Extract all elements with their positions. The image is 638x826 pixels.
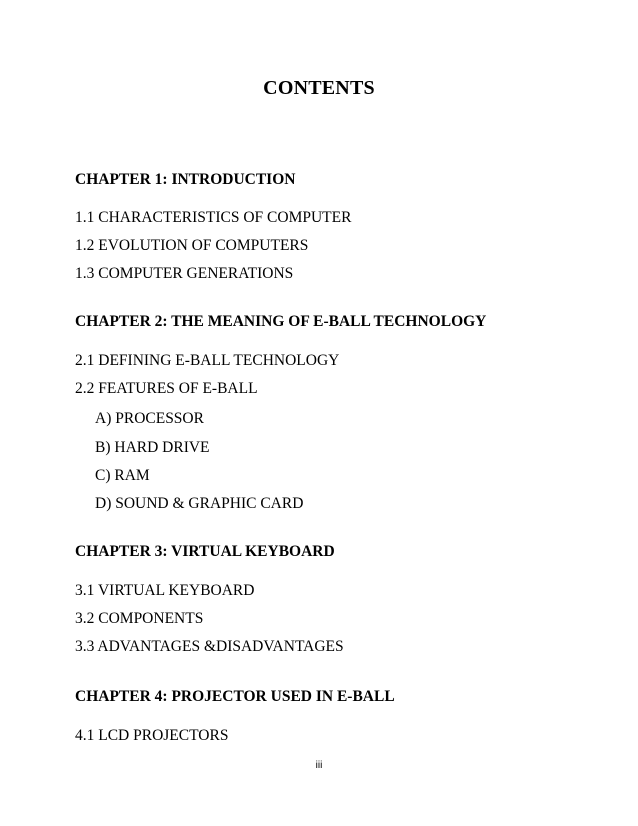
toc-entry-2-2: 2.2 FEATURES OF E-BALL (75, 380, 258, 397)
page-number: iii (315, 760, 323, 771)
toc-entry-4-1: 4.1 LCD PROJECTORS (75, 727, 229, 744)
toc-entry-3-1: 3.1 VIRTUAL KEYBOARD (75, 582, 255, 599)
toc-entry-3-3: 3.3 ADVANTAGES &DISADVANTAGES (75, 638, 344, 655)
toc-subentry-2-2-c: C) RAM (95, 467, 150, 484)
chapter-1-title: CHAPTER 1: INTRODUCTION (75, 171, 296, 188)
chapter-2-title: CHAPTER 2: THE MEANING OF E-BALL TECHNOLOGY (75, 313, 487, 330)
toc-subentry-2-2-a: A) PROCESSOR (95, 410, 204, 427)
chapter-4-title: CHAPTER 4: PROJECTOR USED IN E-BALL (75, 688, 395, 705)
toc-subentry-2-2-d: D) SOUND & GRAPHIC CARD (95, 495, 304, 512)
toc-subentry-2-2-b: B) HARD DRIVE (95, 439, 210, 456)
toc-entry-3-2: 3.2 COMPONENTS (75, 610, 204, 627)
toc-entry-2-1: 2.1 DEFINING E-BALL TECHNOLOGY (75, 352, 340, 369)
toc-entry-1-3: 1.3 COMPUTER GENERATIONS (75, 265, 294, 282)
toc-entry-1-2: 1.2 EVOLUTION OF COMPUTERS (75, 237, 309, 254)
page-title: CONTENTS (263, 77, 375, 99)
chapter-3-title: CHAPTER 3: VIRTUAL KEYBOARD (75, 543, 335, 560)
toc-entry-1-1: 1.1 CHARACTERISTICS OF COMPUTER (75, 209, 352, 226)
